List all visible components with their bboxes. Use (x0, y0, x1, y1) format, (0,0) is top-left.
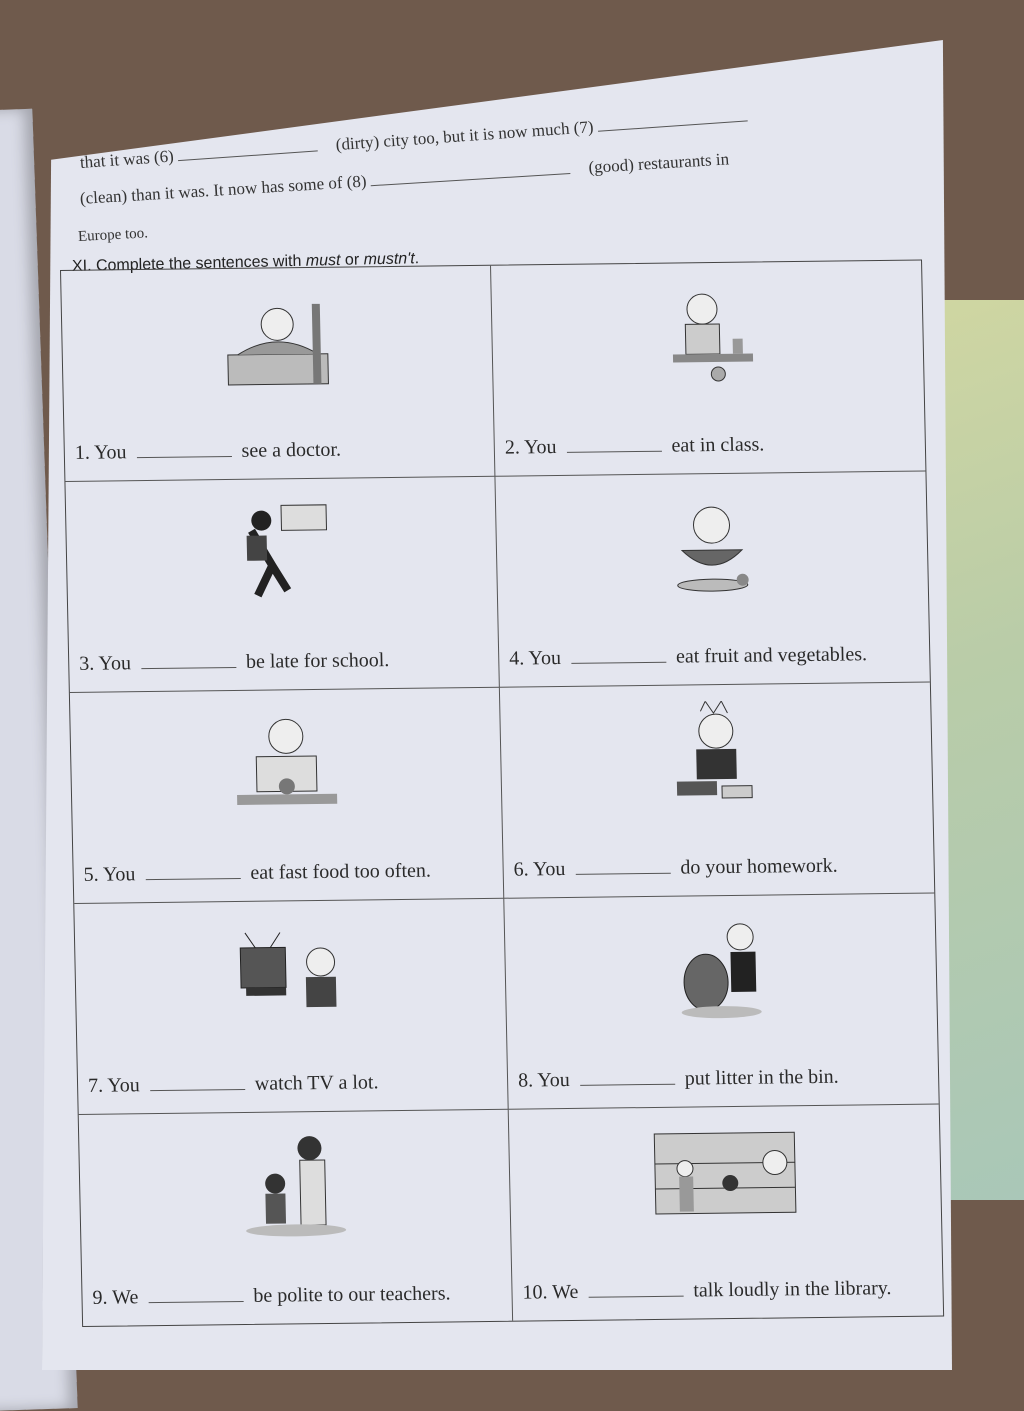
exercise-item-8 (504, 893, 938, 1109)
item-number: 6. (513, 858, 529, 881)
sentence-6 (513, 855, 837, 882)
exercise-item-6 (500, 682, 934, 898)
boy-eating-in-class-icon (646, 278, 768, 394)
item-subject: You (537, 1068, 571, 1092)
sentence-9 (92, 1282, 450, 1309)
student-bowing-to-teacher-icon (234, 1128, 356, 1244)
sick-person-in-bed-icon (216, 284, 338, 400)
item-number: 10. (522, 1281, 548, 1304)
girl-running-to-school-icon (220, 495, 342, 611)
exercise-item-3 (65, 477, 499, 693)
sentence-7 (88, 1071, 379, 1098)
sentence-10 (522, 1277, 891, 1305)
exercise-item-9 (79, 1110, 513, 1326)
item-subject: You (102, 863, 136, 886)
previous-exercise-line-3: Europe too. (77, 225, 149, 245)
exercise-item-10 (509, 1104, 943, 1320)
sentence-2 (505, 433, 765, 459)
item-rest: eat fruit and vegetables. (675, 643, 868, 668)
item-subject: You (93, 441, 127, 464)
background-cloth (944, 300, 1024, 1200)
answer-blank[interactable] (571, 662, 666, 664)
item-rest: put litter in the bin. (684, 1065, 839, 1090)
exercise-item-5 (70, 688, 504, 904)
students-in-library-icon (644, 1122, 806, 1239)
item-rest: eat fast food too often. (250, 859, 432, 884)
item-subject: You (532, 857, 566, 881)
boy-putting-litter-in-bin-icon (660, 911, 782, 1027)
sentence-1 (75, 439, 342, 465)
item-subject: We (551, 1280, 579, 1304)
sentence-5 (83, 860, 431, 887)
item-subject: We (111, 1286, 139, 1309)
item-rest: do your homework. (680, 854, 838, 879)
answer-blank[interactable] (567, 451, 662, 453)
item-number: 4. (509, 647, 525, 670)
answer-blank[interactable] (150, 1089, 245, 1091)
exercise-grid (60, 259, 944, 1327)
item-number: 3. (79, 652, 95, 675)
exercise-item-4 (495, 471, 929, 687)
sentence-3 (79, 649, 389, 676)
item-rest: see a doctor. (241, 438, 342, 462)
answer-blank[interactable] (137, 456, 232, 458)
boy-watching-tv-icon (229, 917, 351, 1033)
exercise-item-1 (61, 266, 495, 482)
item-rest: eat in class. (671, 433, 765, 457)
item-subject: You (523, 435, 557, 459)
item-number: 8. (517, 1069, 534, 1092)
answer-blank[interactable] (145, 878, 240, 880)
answer-blank[interactable] (141, 667, 236, 669)
answer-blank[interactable] (575, 873, 670, 875)
item-subject: You (528, 646, 562, 670)
item-rest: talk loudly in the library. (693, 1277, 892, 1302)
item-number: 7. (87, 1074, 104, 1097)
previous-exercise-line-1: that it was (6) (dirty) city too, but it is now much (7) (79, 105, 748, 174)
exercise-item-2 (491, 260, 925, 476)
item-subject: You (107, 1074, 141, 1097)
item-rest: watch TV a lot. (254, 1071, 379, 1095)
item-subject: You (98, 652, 132, 675)
sentence-4 (509, 643, 867, 670)
item-rest: be polite to our teachers. (253, 1282, 451, 1307)
answer-blank[interactable] (580, 1084, 675, 1086)
item-number: 1. (74, 441, 91, 464)
exercise-item-7 (74, 899, 508, 1115)
item-number: 5. (83, 863, 99, 886)
boy-with-books-icon (655, 700, 777, 816)
answer-blank[interactable] (148, 1301, 243, 1303)
sentence-8 (518, 1066, 839, 1093)
item-rest: be late for school. (245, 649, 390, 673)
man-eating-fast-food-icon (225, 706, 347, 822)
item-number: 2. (504, 436, 521, 459)
item-number: 9. (92, 1286, 108, 1309)
answer-blank[interactable] (588, 1296, 683, 1298)
previous-exercise-line-2: (clean) than it was. It now has some of (8) (good) restaurants in (79, 149, 730, 208)
exercise-heading: XI. Complete the sentences with must or mustn't. (71, 250, 420, 275)
boy-eating-watermelon-icon (651, 489, 773, 605)
